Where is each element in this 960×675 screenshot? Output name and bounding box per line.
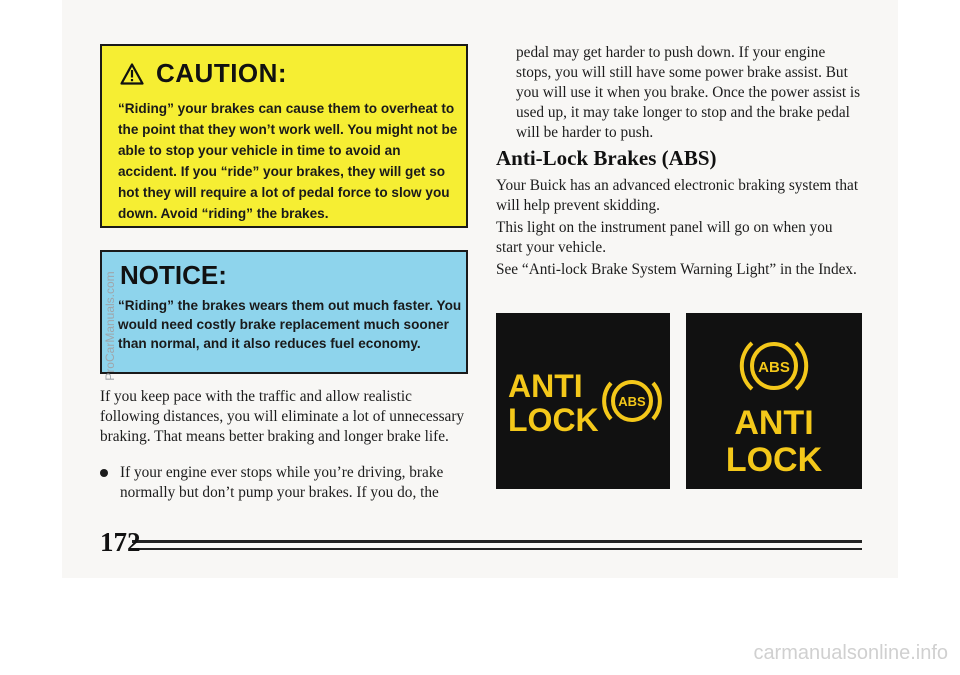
engine-stop-bullet: If your engine ever stops while you’re driving, brake normally but don’t pump your brakes. If you do, the <box>120 464 444 501</box>
caution-header <box>120 58 287 89</box>
notice-title: NOTICE: <box>120 260 227 290</box>
notice-box <box>100 250 468 374</box>
light-2-badge: ABS <box>758 359 790 376</box>
side-watermark-text: ProCarManuals.com <box>103 271 117 381</box>
footer-rule-bottom <box>132 548 862 550</box>
page-number: 172 <box>100 527 141 557</box>
light-1-badge: ABS <box>618 394 646 409</box>
braking-paragraph: If you keep pace with the traffic and allow realistic following distances, you will eliminate a lot of unnecessary braking. That means better braking and longer brake life. <box>100 388 465 445</box>
power-assist-paragraph: pedal may get harder to push down. If your engine stops, you will still have some power brake assist. But you will use it when you brake. Once the power assist is used up, it may take longer to stop and the brake pedal will be harder to push. <box>516 44 861 141</box>
side-watermark <box>100 226 120 426</box>
notice-text: “Riding” the brakes wears them out much faster. You would need costly brake replacement much sooner than normal, and it also reduces fuel economy. <box>118 298 462 351</box>
anti-lock-light-vertical <box>686 313 862 489</box>
bullet-point <box>100 469 108 477</box>
warning-triangle-icon <box>120 63 144 85</box>
light-1-line1: ANTI <box>508 368 583 404</box>
footer-rule-top <box>132 540 862 543</box>
light-2-line2: LOCK <box>725 441 823 479</box>
footer-watermark: carmanualsonline.info <box>753 642 948 664</box>
abs-badge-icon <box>604 382 660 420</box>
abs-intro-paragraph: Your Buick has an advanced electronic braking system that will help prevent skidding. <box>496 177 859 214</box>
abs-light-paragraph: This light on the instrument panel will go on when you start your vehicle. <box>496 219 833 256</box>
anti-lock-light-horizontal <box>496 313 670 489</box>
caution-box <box>100 44 468 228</box>
light-2-line1: ANTI <box>734 404 814 442</box>
caution-text: “Riding” your brakes can cause them to overheat to the point that they won’t work well. You might not be able to stop your vehicle in time to avoid an accident. If you “ride” your brakes, they will get so hot they will require a lot of pedal force to slow you down. Avoid “riding” the brakes. <box>118 101 458 221</box>
light-1-line2: LOCK <box>508 402 599 438</box>
caution-title: CAUTION: <box>156 58 288 88</box>
section-heading: Anti-Lock Brakes (ABS) <box>496 146 717 170</box>
abs-badge-icon <box>742 343 806 389</box>
abs-index-paragraph: See “Anti-lock Brake System Warning Light” in the Index. <box>496 261 857 278</box>
